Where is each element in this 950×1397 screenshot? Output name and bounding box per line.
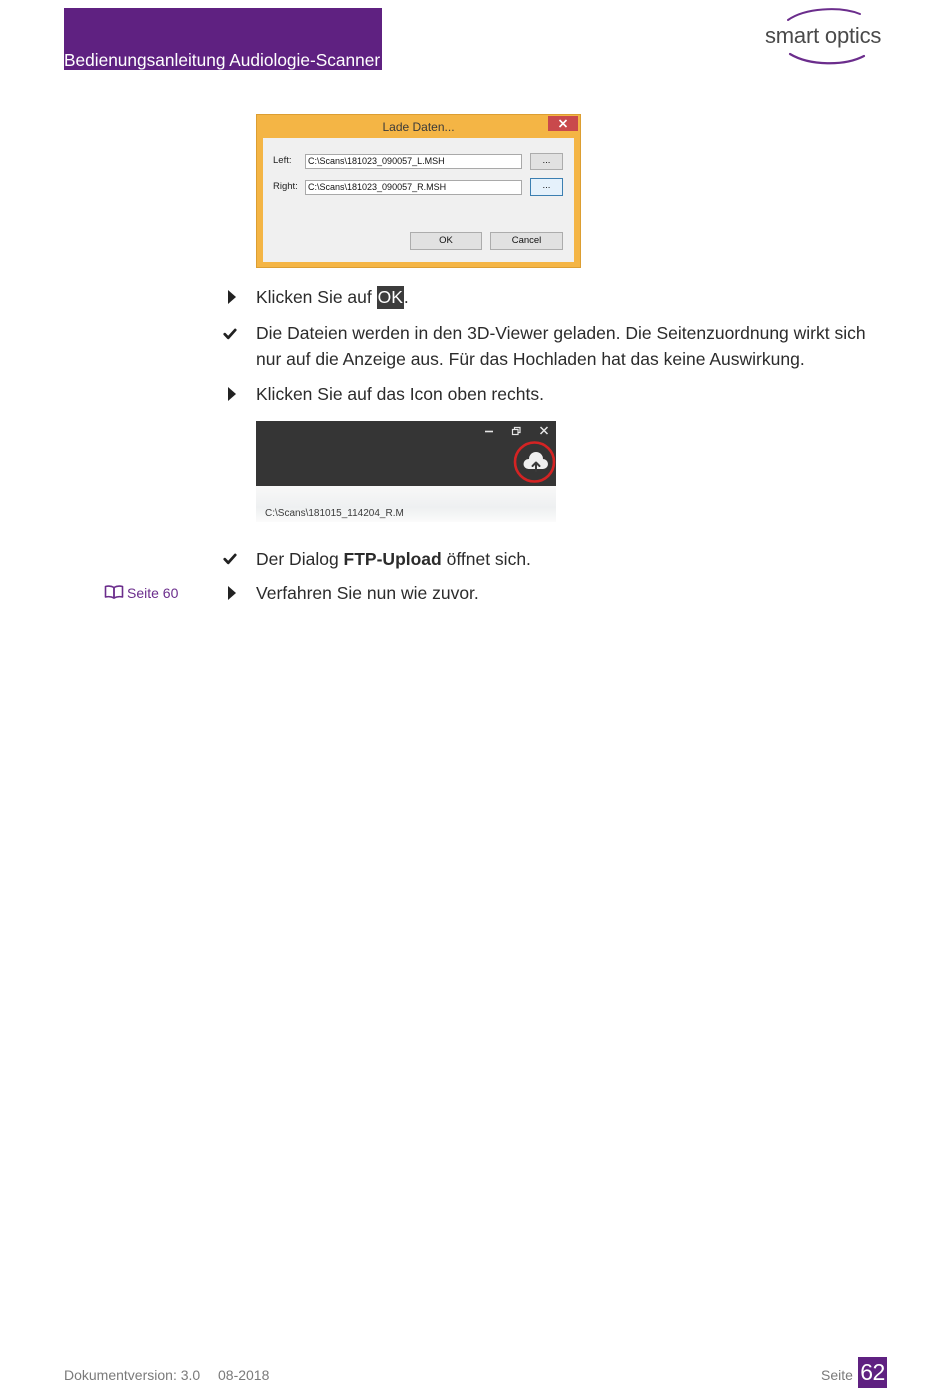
- step-2-line-1: Die Dateien werden in den 3D-Viewer geladen. Die Seitenzuordnung wirkt sich: [256, 323, 866, 343]
- close-icon: [548, 116, 578, 131]
- step-3-text: Klicken Sie auf das Icon oben rechts.: [256, 384, 544, 404]
- step-5-text: Verfahren Sie nun wie zuvor.: [256, 583, 479, 603]
- left-file-input: C:\Scans\181023_090057_L.MSH: [305, 154, 522, 169]
- triangle-right-icon: [227, 386, 237, 402]
- left-browse-button: ...: [530, 153, 563, 170]
- triangle-right-icon: [227, 585, 237, 601]
- dialog-cancel-button: Cancel: [490, 232, 563, 250]
- step-2-line-2: nur auf die Anzeige aus. Für das Hochladen hat das keine Auswirkung.: [256, 349, 805, 369]
- viewer-file-area: [256, 486, 556, 522]
- restore-icon: [513, 428, 521, 435]
- viewer-screenshot: [256, 421, 556, 522]
- page-number: 62: [858, 1357, 887, 1388]
- close-icon: [541, 427, 548, 434]
- dialog-screenshot: [256, 114, 581, 268]
- logo-wordmark: smart optics: [765, 23, 882, 48]
- ui-element-ok: OK: [377, 287, 403, 307]
- step-4-suffix: öffnet sich.: [441, 549, 531, 569]
- viewer-file-path: C:\Scans\181015_114204_R.M: [265, 508, 404, 519]
- cloud-upload-icon: [515, 443, 554, 482]
- checkmark-icon: [223, 328, 237, 340]
- step-1-suffix: .: [403, 287, 409, 307]
- viewer-title-bar: [256, 421, 556, 486]
- dialog-client-area: [263, 138, 574, 262]
- right-file-input: C:\Scans\181023_090057_R.MSH: [305, 180, 522, 195]
- dialog-close-button: [548, 116, 578, 131]
- page-label: Seite: [821, 1367, 853, 1383]
- document-version: Dokumentversion: 3.0: [64, 1367, 201, 1383]
- right-file-label: Right:: [273, 181, 298, 192]
- header-bar: [64, 8, 382, 70]
- triangle-right-icon: [227, 289, 237, 305]
- book-icon: [104, 584, 124, 600]
- right-browse-button: ...: [530, 178, 563, 196]
- checkmark-icon: [223, 553, 237, 565]
- left-file-label: Left:: [273, 155, 292, 166]
- step-1-prefix: Klicken Sie auf: [256, 287, 377, 307]
- document-title: Bedienungsanleitung Audiologie-Scanner: [64, 50, 381, 70]
- dialog-ok-button: OK: [410, 232, 482, 250]
- dialog-title: Lade Daten...: [382, 120, 455, 134]
- dialog-name-ftp-upload: FTP-Upload: [343, 549, 442, 569]
- step-4-prefix: Der Dialog: [256, 549, 344, 569]
- document-date: 08-2018: [218, 1367, 270, 1383]
- page-reference-link[interactable]: Seite 60: [127, 585, 179, 601]
- step-1-text: [256, 286, 409, 309]
- step-4-text: [256, 548, 531, 570]
